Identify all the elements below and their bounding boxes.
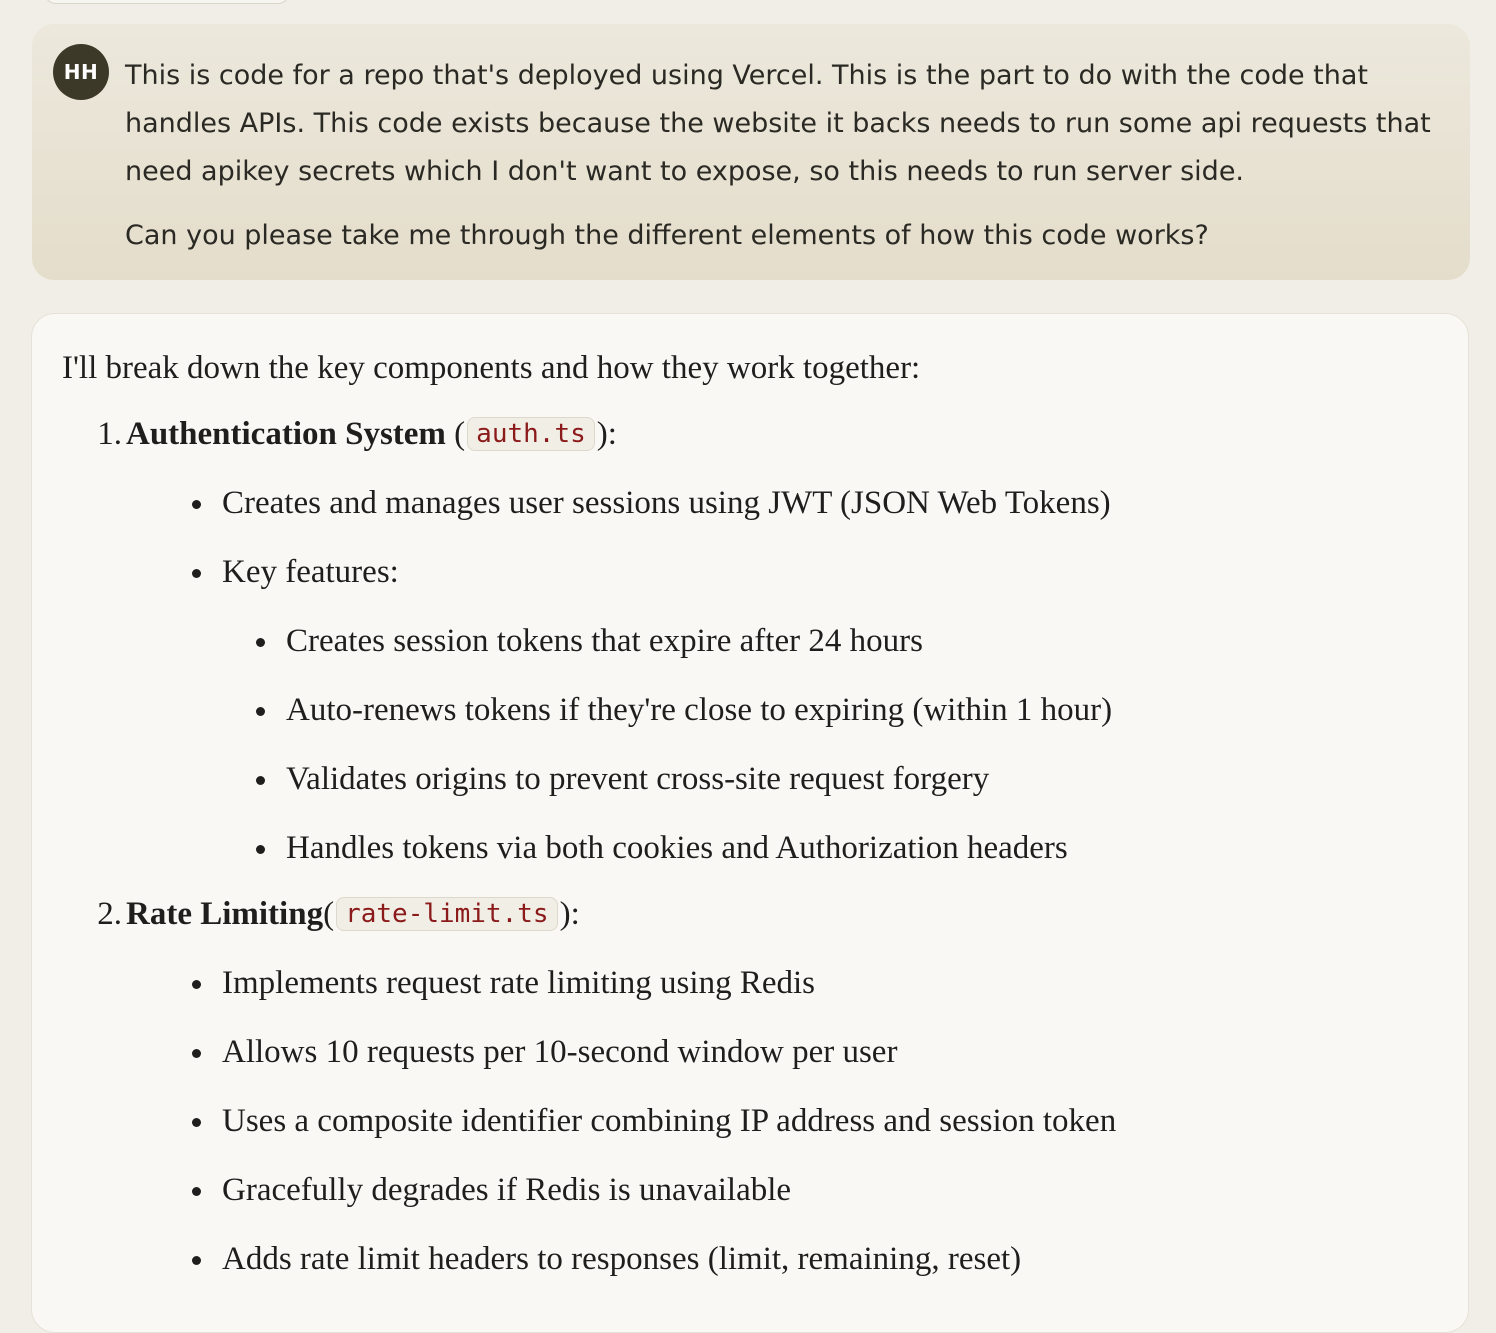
user-avatar: HH: [53, 44, 109, 100]
bullet-list: [222, 481, 1442, 870]
section-heading-rate-limit: [62, 892, 1442, 936]
user-message: [32, 24, 1470, 280]
list-item: [222, 550, 1442, 870]
user-message-text: [125, 52, 1445, 260]
inline-code-filename: rate-limit.ts: [336, 897, 558, 931]
list-item-label: Key features:: [222, 554, 399, 590]
user-message-paragraph: Can you please take me through the different elements of how this code works?: [125, 220, 1209, 251]
list-item: Handles tokens via both cookies and Authorization headers: [286, 826, 1442, 870]
paren-open: (: [323, 896, 335, 932]
section-title: Authentication System: [126, 416, 446, 452]
assistant-message: [31, 313, 1469, 1333]
list-item: Uses a composite identifier combining IP address and session token: [222, 1099, 1442, 1143]
bullet-list: [222, 961, 1442, 1281]
list-item: Creates session tokens that expire after 24 hours: [286, 619, 1442, 663]
list-item: Auto-renews tokens if they're close to expiring (within 1 hour): [286, 688, 1442, 732]
list-item: Gracefully degrades if Redis is unavailable: [222, 1168, 1442, 1212]
list-item: Allows 10 requests per 10-second window per user: [222, 1030, 1442, 1074]
list-item: Validates origins to prevent cross-site request forgery: [286, 757, 1442, 801]
section-heading-auth: [62, 412, 1442, 456]
inline-code-filename: auth.ts: [467, 417, 595, 451]
paren-open: (: [454, 416, 466, 452]
paren-close: ):: [559, 896, 580, 932]
assistant-intro: I'll break down the key components and how they work together:: [62, 350, 921, 386]
list-item: Creates and manages user sessions using JWT (JSON Web Tokens): [222, 481, 1442, 525]
section-number: 2.: [97, 896, 122, 932]
assistant-message-body: [62, 346, 1442, 1281]
section-number: 1.: [97, 416, 122, 452]
previous-element-edge: [44, 0, 290, 4]
list-item: Implements request rate limiting using Redis: [222, 961, 1442, 1005]
user-message-paragraph: This is code for a repo that's deployed using Vercel. This is the part to do with the code that handles APIs. This code exists because the website it backs needs to run some api requests that need apikey secrets which I don't want to expose, so this needs to run server side.: [125, 60, 1431, 187]
paren-close: ):: [596, 416, 617, 452]
nested-bullet-list: [286, 619, 1442, 870]
list-item: Adds rate limit headers to responses (limit, remaining, reset): [222, 1237, 1442, 1281]
section-title: Rate Limiting: [126, 896, 324, 932]
